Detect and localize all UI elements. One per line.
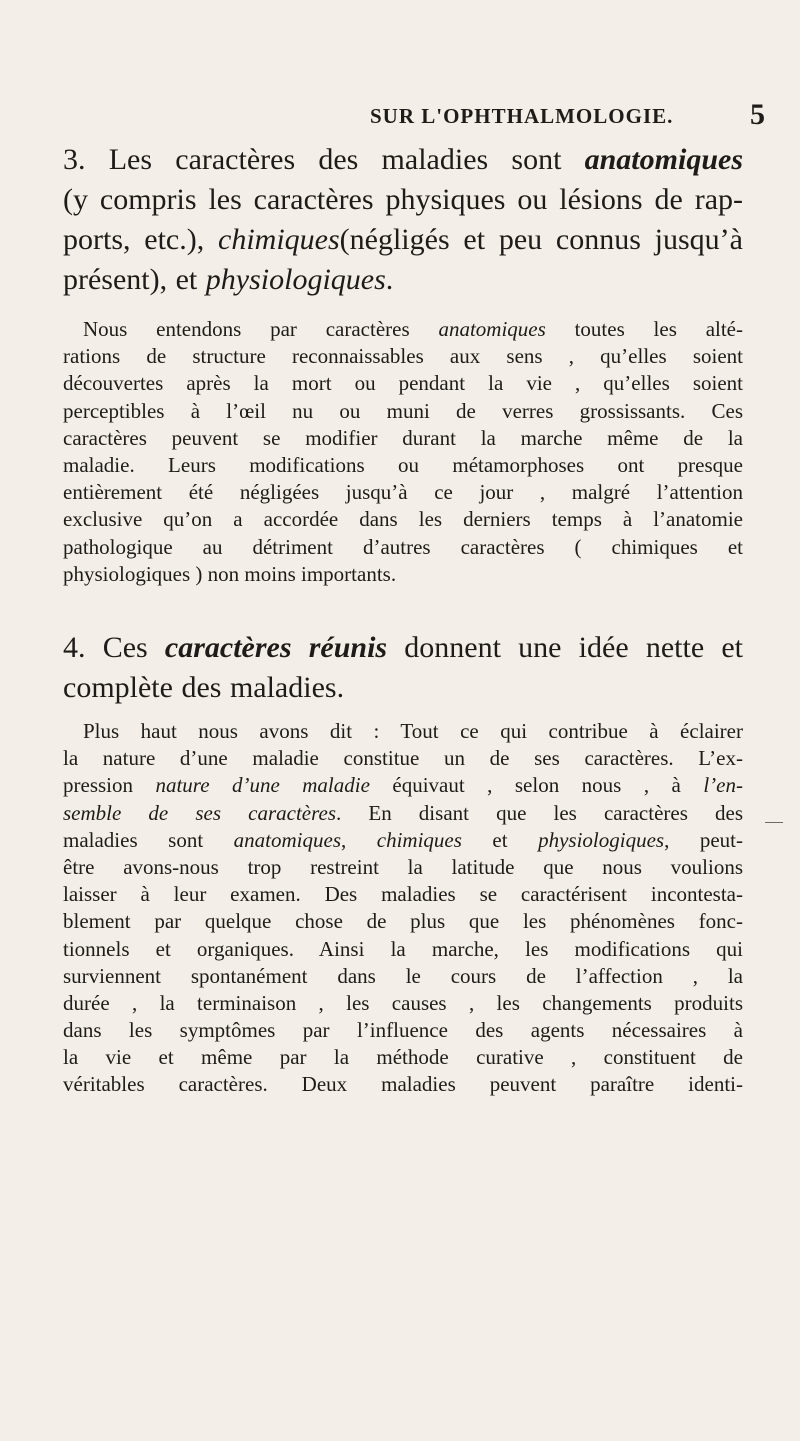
para-2-line-13: la vie et même par la méthode curative , constituent de: [63, 1045, 743, 1070]
section-3-line-1: 3. Les caractères des maladies sont anatomiques: [63, 143, 743, 176]
para-1-line-4: perceptibles à l’œil nu ou muni de verres grossissants. Ces: [63, 398, 743, 423]
para-1-line-5: caractères peuvent se modifier durant la marche même de la: [63, 425, 743, 450]
para-2-line-6: être avons-nous trop restreint la latitude que nous voulions: [63, 854, 743, 879]
page-number: 5: [750, 98, 765, 131]
para-2-line-5: maladies sont anatomiques, chimiques et physiologiques, peut-: [63, 827, 743, 852]
section-3-line-3: ports, etc.), chimiques(négligés et peu connus jusqu’à: [63, 223, 743, 256]
para-1-line-9: pathologique au détriment d’autres caractères ( chimiques et: [63, 534, 743, 559]
running-head: SUR L'OPHTHALMOLOGIE.: [370, 104, 674, 128]
para-2-line-7: laisser à leur examen. Des maladies se caractérisent incontesta-: [63, 882, 743, 907]
section-3-line-2: (y compris les caractères physiques ou lésions de rap-: [63, 183, 743, 216]
para-2-line-4: semble de ses caractères. En disant que les caractères des: [63, 800, 743, 825]
para-2-line-8: blement par quelque chose de plus que les phénomènes fonc-: [63, 909, 743, 934]
para-1-line-10: physiologiques ) non moins importants.: [63, 561, 397, 586]
paragraph-anatomical-characters: [63, 316, 743, 588]
section-3-line-4: présent), et physiologiques.: [63, 263, 394, 296]
para-2-line-9: tionnels et organiques. Ainsi la marche, les modifications qui: [63, 936, 743, 961]
section-4-paragraph: [63, 628, 743, 708]
para-1-line-8: exclusive qu’on a accordée dans les derniers temps à l’anatomie: [63, 507, 743, 532]
para-1-line-2: rations de structure reconnaissables aux sens , qu’elles soient: [63, 344, 743, 369]
para-2-line-11: durée , la terminaison , les causes , les changements produits: [63, 990, 743, 1015]
para-1-line-7: entièrement été négligées jusqu’à ce jour , malgré l’attention: [63, 480, 743, 505]
para-1-line-3: découvertes après la mort ou pendant la vie , qu’elles soient: [63, 371, 743, 396]
para-1-line-6: maladie. Leurs modifications ou métamorphoses ont presque: [63, 452, 743, 477]
para-2-line-1: Plus haut nous avons dit : Tout ce qui contribue à éclairer: [83, 719, 743, 743]
para-2-line-10: surviennent spontanément dans le cours de l’affection , la: [63, 963, 743, 988]
section-4-line-1: 4. Ces caractères réunis donnent une idée nette et: [63, 631, 743, 664]
margin-pencil-mark: [765, 822, 783, 823]
section-4-line-2: complète des maladies.: [63, 671, 345, 704]
para-1-line-1: Nous entendons par caractères anatomiques toutes les alté-: [83, 317, 743, 341]
para-2-line-2: la nature d’une maladie constitue un de ses caractères. L’ex-: [63, 746, 743, 771]
section-3-paragraph: [63, 140, 743, 300]
para-2-line-3: pression nature d’une maladie équivaut , selon nous , à l’en-: [63, 773, 743, 798]
para-2-line-14: véritables caractères. Deux maladies peuvent paraître identi-: [63, 1072, 743, 1097]
paragraph-nature-of-disease: [63, 718, 743, 1099]
para-2-line-12: dans les symptômes par l’influence des agents nécessaires à: [63, 1018, 743, 1043]
